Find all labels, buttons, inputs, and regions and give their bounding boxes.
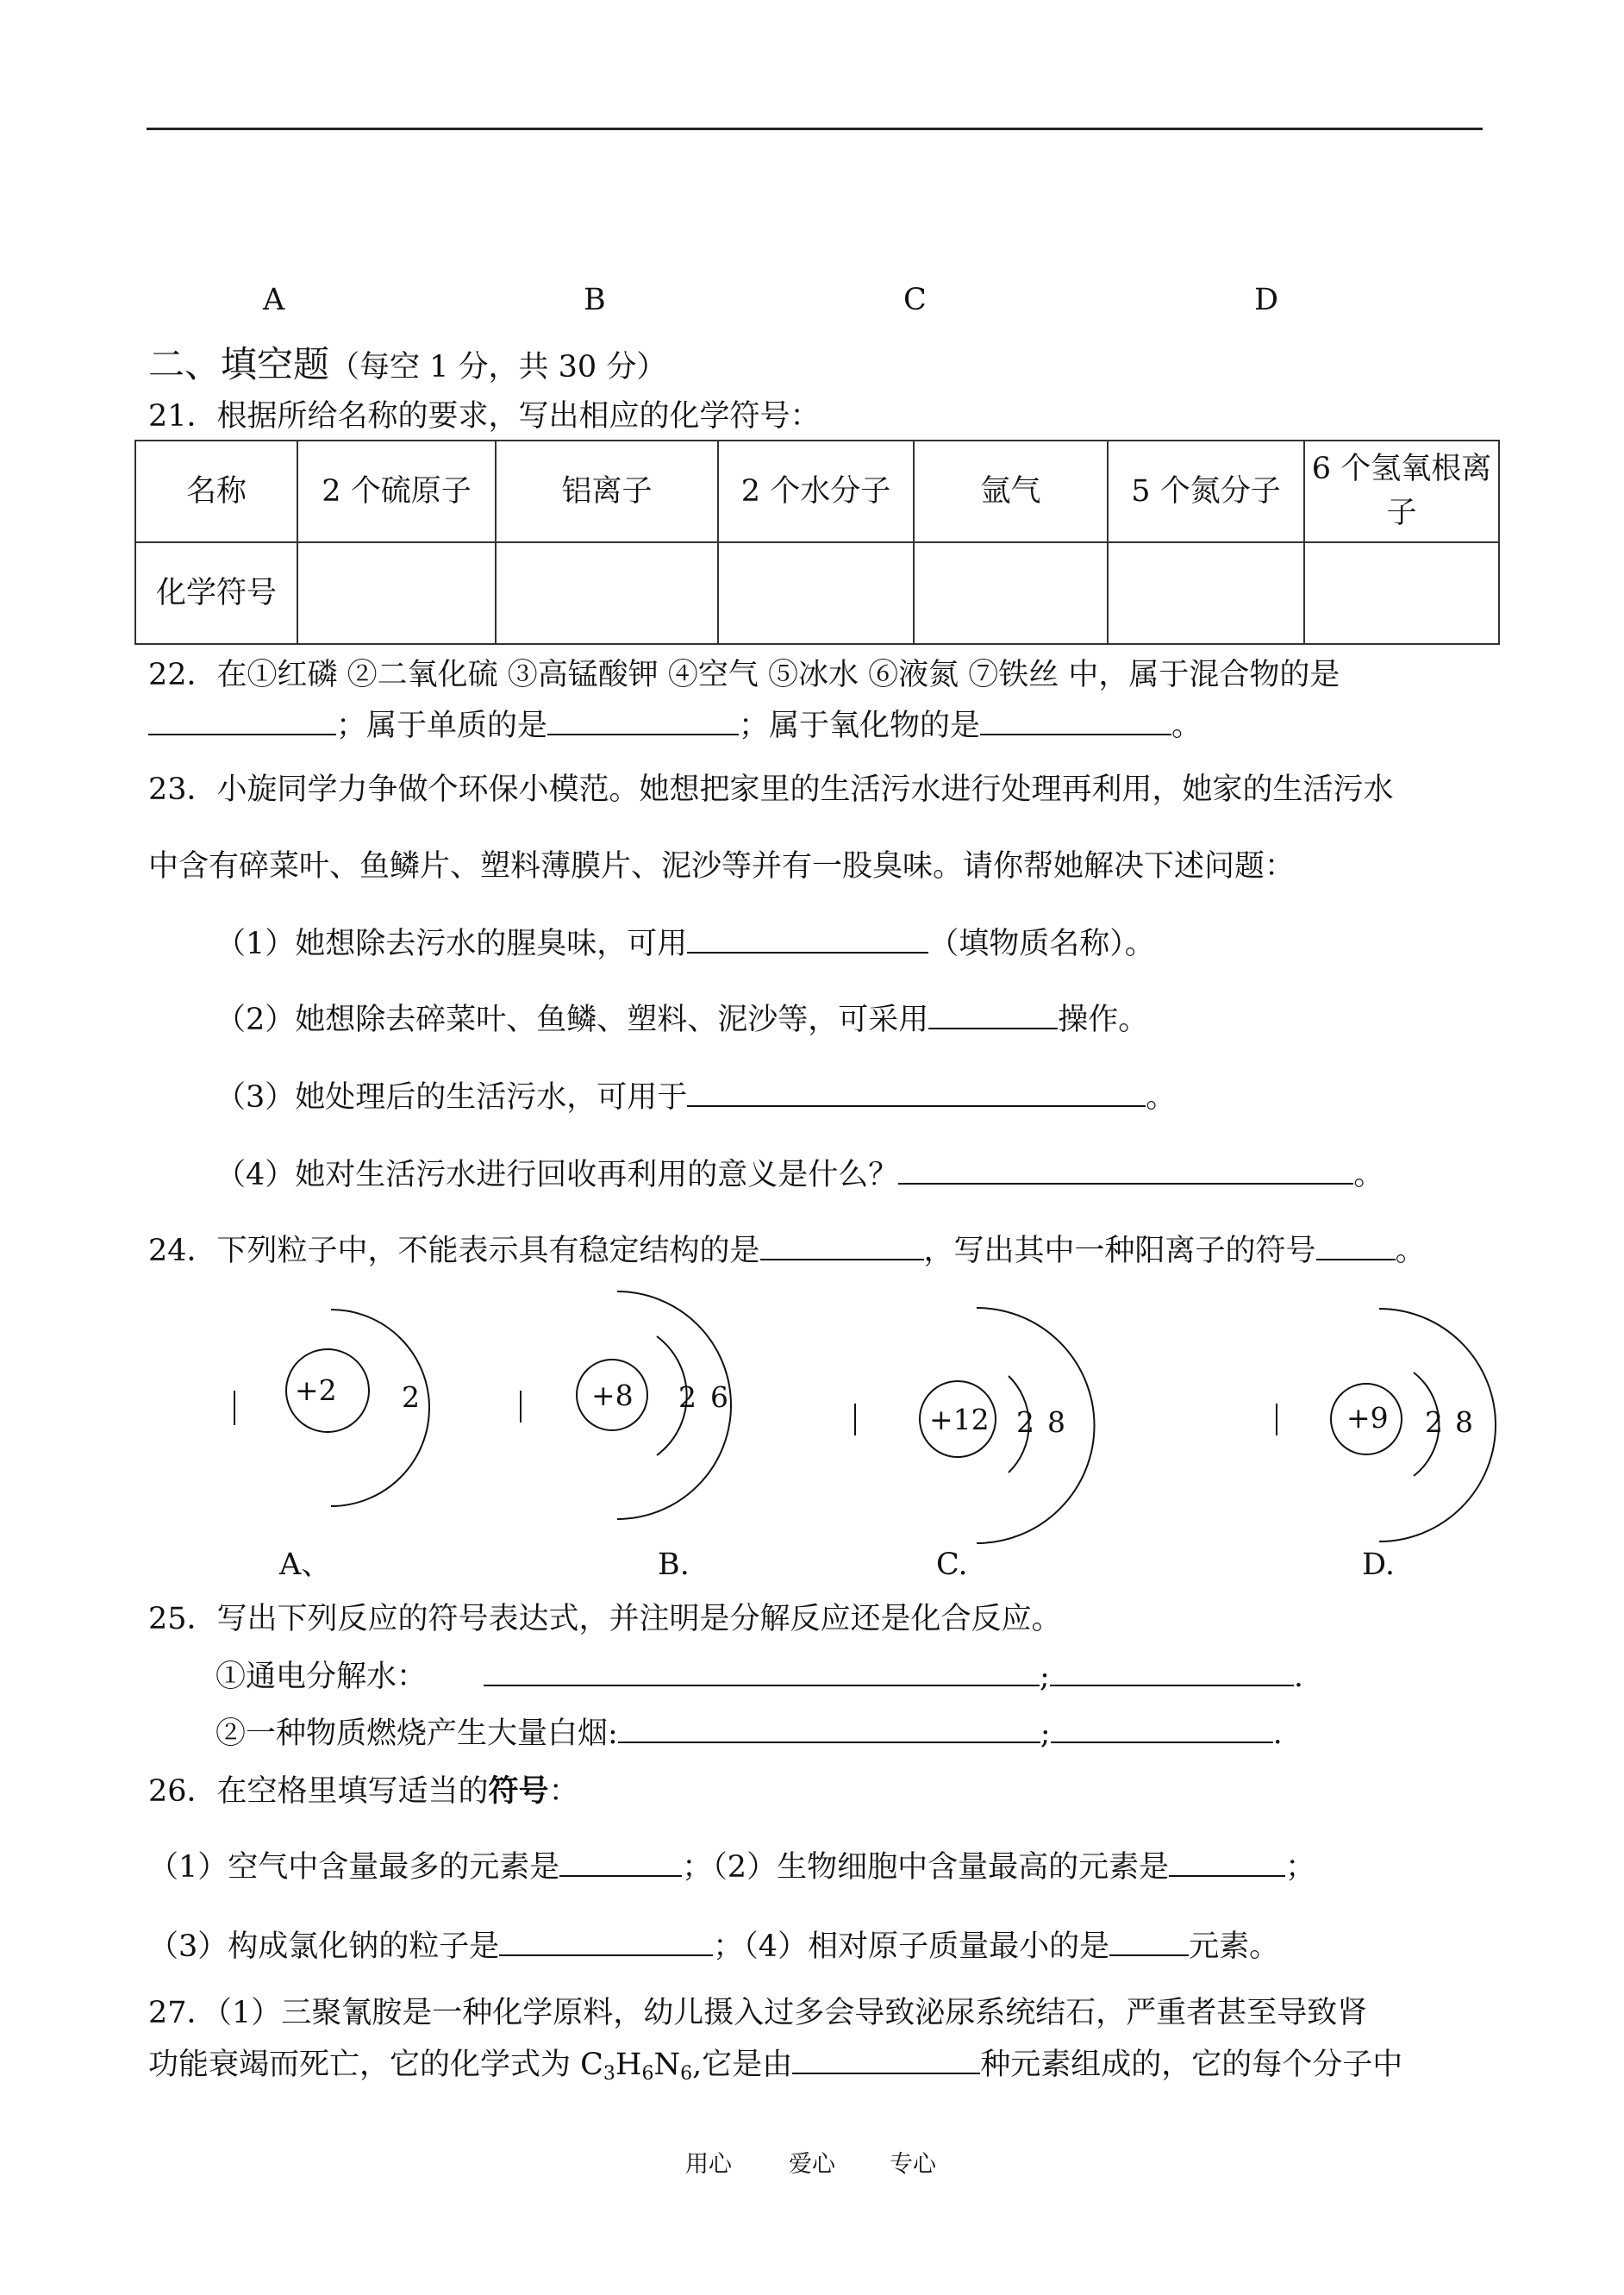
answer-blank[interactable] [1316,1231,1396,1260]
table-header-label: 名称 [135,441,297,542]
section-title-text: 二、填空题 [148,343,330,385]
q26-line1 [148,1773,579,1810]
answer-cell[interactable] [496,542,718,644]
q27-line2 [148,2045,1402,2083]
option-c: C [903,283,927,317]
q23-sub2-text: （2）她想除去碎菜叶、鱼鳞、塑料、泥沙等，可采用 [215,1003,929,1037]
q23-sub3 [215,1078,1176,1116]
q25-end: . [1293,1660,1303,1694]
option-b: B [584,283,606,317]
footer-word: 用心 [685,2151,732,2178]
atom-c-nucleus-charge: +12 [929,1403,990,1436]
q26-sub1: （1）空气中含量最多的元素是 [148,1850,560,1885]
q22-mid2: ；属于氧化物的是 [739,709,981,743]
answer-blank[interactable] [760,1231,924,1260]
q26-sub2: （2）生物细胞中含量最高的元素是 [712,1850,1170,1885]
atom-b-nucleus-charge: +8 [591,1379,634,1412]
q26-bold: 符号 [488,1773,549,1809]
atom-b-shell-count: 6 [710,1380,728,1414]
q26-line2 [148,1848,1315,1885]
q27-line1: 27．（1）三聚氰胺是一种化学原料，幼儿摄入过多会导致泌尿系统结石，严重者甚至导致肾 [148,1996,1368,2030]
footer-word: 专心 [890,2151,936,2178]
answer-blank[interactable] [898,1155,1353,1185]
formula-subscript: 6 [641,2063,654,2085]
header-rule [147,128,1483,130]
q24-text: 24．下列粒子中，不能表示具有稳定结构的是 [148,1234,760,1268]
q23-sub3-tail: 。 [1146,1080,1177,1115]
answer-blank[interactable] [792,2045,980,2074]
answer-cell[interactable] [297,542,496,644]
symbol-table [134,440,1500,645]
answer-blank[interactable] [928,1000,1058,1029]
answer-blank[interactable] [559,1848,682,1877]
q26-text: 26．在空格里填写适当的 [148,1774,489,1809]
table-cell-name: 铝离子 [496,441,718,542]
answer-cell[interactable] [1304,542,1499,644]
atom-c-shell-count: 2 [1016,1405,1034,1439]
answer-cell[interactable] [718,542,914,644]
q25-reaction2 [215,1714,1283,1752]
atom-d-nucleus-charge: +9 [1346,1401,1389,1435]
table-cell-name: 氩气 [914,441,1108,542]
answer-blank[interactable] [618,1714,1040,1743]
section-title [148,336,666,388]
answer-blank[interactable] [1051,1714,1273,1743]
q25-r1-label: ①通电分解水： [215,1660,428,1694]
atom-label-b: B. [658,1548,690,1582]
atom-label-c: C. [936,1548,968,1582]
q25-line1: 25．写出下列反应的符号表达式，并注明是分解反应还是化合反应。 [148,1602,1062,1636]
table-cell-name: 2 个硫原子 [297,441,496,542]
table-cell-name: 5 个氮分子 [1108,441,1304,542]
answer-blank[interactable] [148,706,336,735]
q25-sep: ; [1040,1717,1051,1751]
q21-text: 21．根据所给名称的要求，写出相应的化学符号： [148,399,821,434]
q25-reaction1 [215,1657,1303,1695]
q26-sub4: （4）相对原子质量最小的是 [743,1929,1110,1964]
answer-cell[interactable] [914,542,1108,644]
answer-blank[interactable] [1109,1927,1189,1956]
q26-colon: ： [548,1774,579,1809]
q23-sub4-tail: 。 [1353,1158,1384,1192]
q27-text2: ,它是由 [692,2048,793,2082]
option-a: A [263,283,285,317]
table-cell-name: 6 个氢氧根离子 [1304,441,1499,542]
q24-line [148,1231,1426,1269]
q23-sub1-text: （1）她想除去污水的腥臭味，可用 [215,927,688,961]
answer-blank[interactable] [499,1927,713,1956]
atom-label-a: A、 [279,1548,332,1582]
table-row-label: 化学符号 [135,542,297,644]
q23-sub1-tail: （填物质名称）。 [928,927,1155,961]
atom-a-shell-count: 2 [402,1380,420,1414]
q22-line2 [148,706,1202,744]
q26-sub4-end: 元素。 [1189,1929,1280,1964]
table-row [135,542,1499,644]
q26-line3 [148,1927,1279,1965]
q22-mid1: ；属于单质的是 [336,709,548,743]
q23-line2: 中含有碎菜叶、鱼鳞片、塑料薄膜片、泥沙等并有一股臭味。请你帮她解决下述问题： [148,849,1296,884]
atom-b-shell-count: 2 [678,1380,696,1414]
table-cell-name: 2 个水分子 [718,441,914,542]
q25-sep: ; [1040,1660,1050,1694]
q26-sub3-end: ； [713,1929,744,1964]
answer-blank[interactable] [687,924,928,954]
atom-label-d: D. [1362,1548,1395,1582]
q23-sub4 [215,1155,1384,1193]
answer-blank[interactable] [547,706,739,735]
answer-blank[interactable] [484,1657,1040,1686]
q23-line1: 23．小旋同学力争做个环保小模范。她想把家里的生活污水进行处理再利用，她家的生活污水 [148,772,1394,807]
q25-end: . [1272,1717,1283,1751]
formula-subscript: 6 [680,2063,693,2085]
q22-end: 。 [1171,709,1202,743]
formula-element: H [615,2048,642,2082]
q23-sub1 [215,924,1155,962]
section-note: （每空 1 分，共 30 分） [329,350,667,385]
option-d: D [1254,283,1279,317]
q23-sub4-text: （4）她对生活污水进行回收再利用的意义是什么？ [215,1158,899,1192]
formula-subscript: 3 [603,2063,615,2085]
q24-text2: ，写出其中一种阳离子的符号 [923,1234,1316,1268]
answer-blank[interactable] [687,1078,1146,1107]
answer-blank[interactable] [1169,1848,1285,1877]
answer-blank[interactable] [1050,1657,1294,1686]
answer-cell[interactable] [1108,542,1304,644]
q27-text: 功能衰竭而死亡，它的化学式为 C [148,2048,603,2082]
q26-sub3: （3）构成氯化钠的粒子是 [148,1929,500,1964]
q22-line1: 22．在①红磷 ②二氧化硫 ③高锰酸钾 ④空气 ⑤冰水 ⑥液氮 ⑦铁丝 中，属于混合物的是 [148,658,1340,692]
q26-sub2-end: ； [1285,1850,1316,1885]
q27-text3: 种元素组成的，它的每个分子中 [980,2048,1403,2082]
q23-sub2 [215,1000,1148,1038]
table-row [135,441,1499,542]
q23-sub2-tail: 操作。 [1058,1003,1149,1037]
atom-a-nucleus-charge: +2 [295,1373,337,1407]
q26-sub1-end: ； [682,1850,713,1885]
atom-c-shell-count: 8 [1047,1405,1065,1439]
answer-blank[interactable] [980,706,1171,735]
q23-sub3-text: （3）她处理后的生活污水，可用于 [215,1080,688,1115]
atom-d-shell-count: 2 [1425,1405,1443,1439]
q25-r2-label: ②一种物质燃烧产生大量白烟: [215,1717,618,1751]
formula-element: N [653,2048,681,2082]
footer-word: 爱心 [789,2151,835,2178]
q24-end: 。 [1395,1234,1426,1268]
atom-d-shell-count: 8 [1455,1405,1473,1439]
